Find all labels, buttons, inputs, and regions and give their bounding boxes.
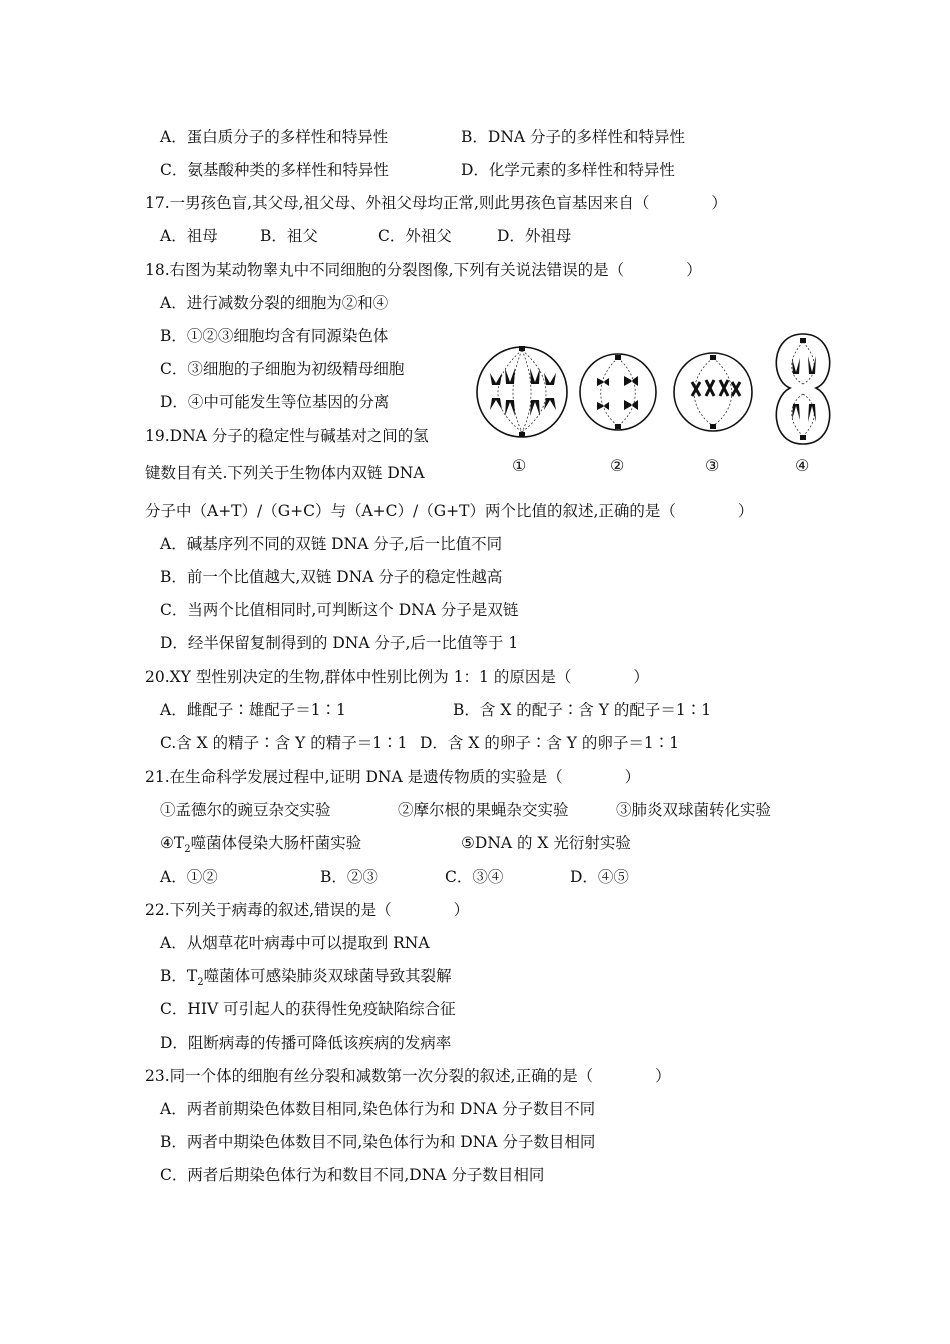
q18-stem: 18.右图为某动物睾丸中不同细胞的分裂图像,下列有关说法错误的是（ ） (145, 261, 702, 279)
q19-option-a: A．碱基序列不同的双链 DNA 分子,后一比值不同 (160, 535, 503, 553)
q19-option-b: B．前一个比值越大,双链 DNA 分子的稳定性越高 (160, 568, 503, 586)
figure-label-1: ① (512, 456, 527, 475)
q17-option-c: C．外祖父 (378, 227, 452, 245)
q22-option-b-prefix: B．T (160, 967, 198, 985)
q18-option-a: A．进行减数分裂的细胞为②和④ (160, 294, 389, 312)
q21-option-c: C．③④ (445, 868, 504, 886)
q21-item-4-subscript: 2 (184, 844, 191, 856)
q19-stem-line1: 19.DNA 分子的稳定性与碱基对之间的氢 (145, 427, 429, 445)
q22-option-b-subscript: 2 (197, 977, 204, 989)
q22-option-b-text: 噬菌体可感染肺炎双球菌导致其裂解 (203, 967, 452, 985)
q21-option-d: D．④⑤ (570, 868, 629, 886)
cell-2-outline (580, 354, 656, 430)
q22-option-b (160, 966, 452, 993)
q19-stem-line2: 键数目有关.下列关于生物体内双链 DNA (145, 464, 425, 482)
figure-label-2: ② (610, 456, 625, 475)
q22-option-d: D．阻断病毒的传播可降低该疾病的发病率 (160, 1034, 452, 1052)
q17-option-b: B．祖父 (260, 227, 318, 245)
q21-option-b: B．②③ (320, 868, 378, 886)
cell-division-drawing (470, 328, 850, 458)
cell-4-outline (776, 334, 829, 444)
q23-option-c: C．两者后期染色体行为和数目不同,DNA 分子数目相同 (160, 1166, 545, 1184)
q21-stem: 21.在生命科学发展过程中,证明 DNA 是遗传物质的实验是（ ） (145, 768, 641, 786)
q22-stem: 22.下列关于病毒的叙述,错误的是（ ） (145, 901, 470, 919)
q20-option-a: A．雌配子∶雄配子＝1∶1 (160, 701, 346, 719)
q21-item-4 (160, 833, 361, 860)
q18-option-b: B．①②③细胞均含有同源染色体 (160, 327, 389, 345)
q23-option-b: B．两者中期染色体数目不同,染色体行为和 DNA 分子数目相同 (160, 1133, 596, 1151)
figure-label-4: ④ (795, 456, 810, 475)
q19-option-d: D．经半保留复制得到的 DNA 分子,后一比值等于 1 (160, 634, 519, 652)
q20-stem: 20.XY 型性别决定的生物,群体中性别比例为 1：1 的原因是（ ） (145, 668, 649, 686)
q16-option-d: D．化学元素的多样性和特异性 (461, 161, 675, 179)
cell-1-outline (477, 347, 567, 437)
q16-option-a: A．蛋白质分子的多样性和特异性 (160, 128, 389, 146)
q19-stem-line3: 分子中（A+T）/（G+C）与（A+C）/（G+T）两个比值的叙述,正确的是（ ） (145, 502, 754, 520)
q20-option-c: C.含 X 的精子∶含 Y 的精子＝1∶1 (160, 734, 408, 752)
q22-option-a: A．从烟草花叶病毒中可以提取到 RNA (160, 934, 430, 952)
cell-division-figure (470, 328, 850, 488)
q21-item-4-prefix: ④T (160, 834, 185, 852)
q23-stem: 23.同一个体的细胞有丝分裂和减数第一次分裂的叙述,正确的是（ ） (145, 1067, 671, 1085)
q22-option-c: C．HIV 可引起人的获得性免疫缺陷综合征 (160, 1000, 456, 1018)
q16-option-c: C．氨基酸种类的多样性和特异性 (160, 161, 389, 179)
q17-option-d: D．外祖母 (497, 227, 572, 245)
q21-item-5: ⑤DNA 的 X 光衍射实验 (461, 834, 631, 852)
q17-stem: 17.一男孩色盲,其父母,祖父母、外祖父母均正常,则此男孩色盲基因来自（ ） (145, 194, 727, 212)
q18-option-d: D．④中可能发生等位基因的分离 (160, 393, 390, 411)
q17-option-a: A．祖母 (160, 227, 218, 245)
figure-label-3: ③ (705, 456, 720, 475)
q19-option-c: C．当两个比值相同时,可判断这个 DNA 分子是双链 (160, 601, 519, 619)
q20-option-d: D．含 X 的卵子∶含 Y 的卵子＝1∶1 (420, 734, 680, 752)
q16-option-b: B．DNA 分子的多样性和特异性 (461, 128, 686, 146)
q21-item-3: ③肺炎双球菌转化实验 (616, 801, 772, 819)
q21-item-1: ①孟德尔的豌豆杂交实验 (160, 801, 331, 819)
q21-item-4-text: 噬菌体侵染大肠杆菌实验 (190, 834, 362, 852)
q18-option-c: C．③细胞的子细胞为初级精母细胞 (160, 360, 405, 378)
q23-option-a: A．两者前期染色体数目相同,染色体行为和 DNA 分子数目不同 (160, 1100, 596, 1118)
q21-item-2: ②摩尔根的果蝇杂交实验 (398, 801, 569, 819)
q21-option-a: A．①② (160, 868, 218, 886)
q20-option-b: B．含 X 的配子∶含 Y 的配子＝1∶1 (453, 701, 712, 719)
